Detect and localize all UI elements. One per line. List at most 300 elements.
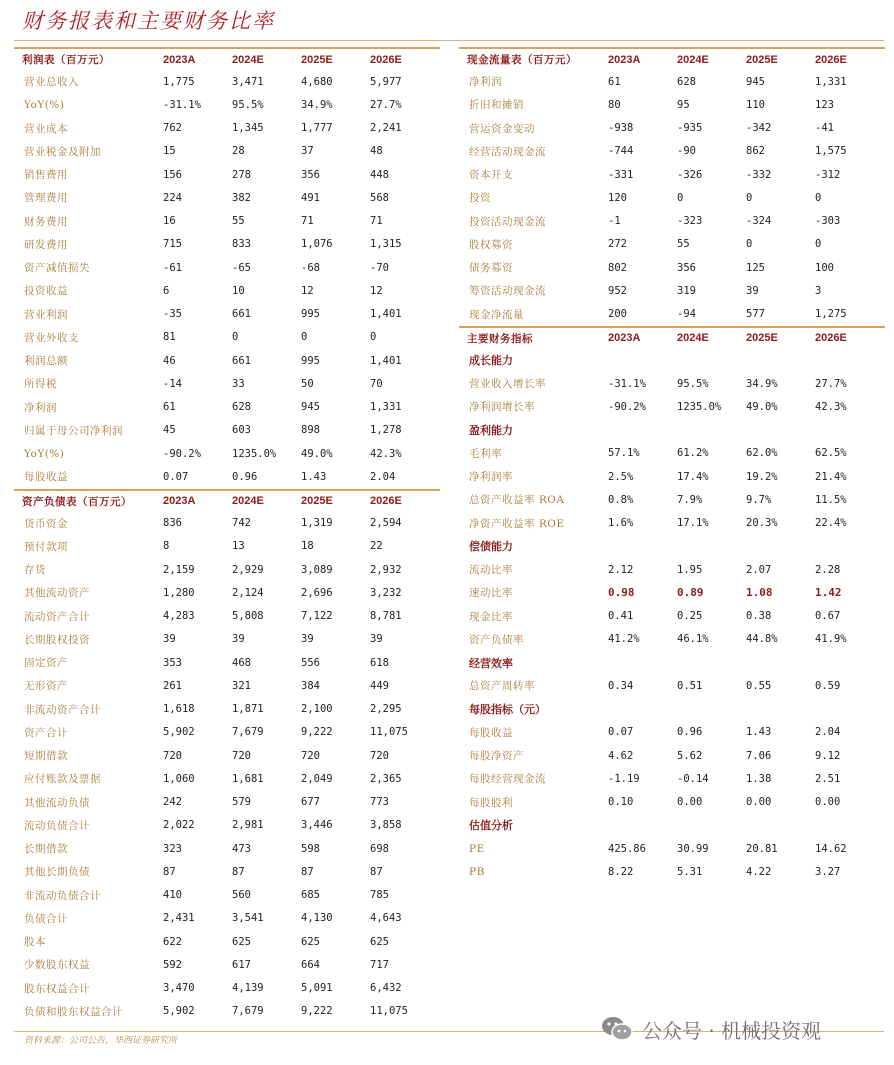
group-title: 成长能力 (469, 354, 513, 368)
row-value: 57.1% (608, 447, 640, 460)
row-value: 3 (815, 284, 822, 297)
ratio-group (459, 442, 885, 535)
row-value: 100 (815, 261, 834, 274)
ratio-group-title (459, 651, 885, 674)
row-label: 毛利率 (469, 447, 502, 460)
row-label: 投资收益 (24, 285, 68, 298)
row-value: 995 (301, 354, 320, 367)
ratio-group (459, 837, 885, 884)
table-row (14, 581, 440, 604)
row-value: -312 (815, 168, 841, 181)
row-value: 625 (370, 935, 389, 948)
row-value: -35 (163, 308, 182, 321)
row-value: 17.1% (677, 517, 709, 530)
row-value: 0 (746, 238, 753, 251)
row-value: 5,977 (370, 75, 402, 88)
row-value: 39 (301, 633, 314, 646)
row-value: 945 (301, 401, 320, 414)
row-value: 598 (301, 842, 320, 855)
row-value: 34.9% (301, 98, 333, 111)
row-label: 所得税 (24, 378, 57, 391)
row-label: 长期借款 (24, 843, 68, 856)
year-header: 2025E (746, 53, 778, 66)
year-header: 2023A (608, 332, 641, 345)
row-value: -70 (370, 261, 389, 274)
row-value: 2,365 (370, 772, 402, 785)
row-value: 720 (301, 749, 320, 762)
row-value: 1.95 (677, 563, 703, 576)
row-value: 1.38 (746, 772, 772, 785)
row-value: -326 (677, 168, 703, 181)
row-value: 2,594 (370, 517, 402, 530)
year-header: 2024E (677, 53, 709, 66)
row-value: 677 (301, 796, 320, 809)
row-label: 投资 (469, 192, 491, 205)
row-value: 323 (163, 842, 182, 855)
row-value: 17.4% (677, 470, 709, 483)
row-value: 3,470 (163, 982, 195, 995)
row-label: 营业外收支 (24, 331, 79, 344)
table-row (459, 117, 885, 140)
table-row (459, 210, 885, 233)
row-value: 27.7% (370, 98, 402, 111)
row-value: 685 (301, 889, 320, 902)
row-value: 1235.0% (677, 400, 722, 413)
row-value: 425.86 (608, 842, 646, 855)
row-label: 总资产周转率 (469, 680, 535, 693)
row-value: 382 (232, 191, 251, 204)
row-label: 负债和股东权益合计 (24, 1005, 123, 1018)
row-value: -61 (163, 261, 182, 274)
table-row (459, 488, 885, 511)
row-value: 661 (232, 354, 251, 367)
row-value: -65 (232, 261, 251, 274)
row-value: 81 (163, 331, 176, 344)
row-value: 579 (232, 796, 251, 809)
watermark (600, 1013, 821, 1045)
table-row (459, 744, 885, 767)
ratio-group (459, 372, 885, 419)
row-label: 流动负债合计 (24, 819, 90, 832)
table-row (14, 651, 440, 674)
row-value: 14.62 (815, 842, 847, 855)
table-row (459, 372, 885, 395)
row-value: -90.2% (163, 447, 201, 460)
row-value: 1.6% (608, 517, 634, 530)
row-value: 87 (301, 865, 314, 878)
row-value: 0.51 (677, 679, 703, 692)
row-value: 18 (301, 540, 314, 553)
row-value: 2,100 (301, 703, 333, 716)
row-label: 经营活动现金流 (469, 145, 546, 158)
row-value: 120 (608, 191, 627, 204)
table-row (459, 256, 885, 279)
row-value: 717 (370, 958, 389, 971)
row-value: 0.25 (677, 610, 703, 623)
row-value: 1,775 (163, 75, 195, 88)
row-label: 资产减值损失 (24, 262, 90, 275)
row-value: 39 (370, 633, 383, 646)
row-label: 净资产收益率 ROE (469, 517, 565, 530)
row-value: 261 (163, 679, 182, 692)
table-row (459, 93, 885, 116)
row-value: 356 (677, 261, 696, 274)
row-value: 41.2% (608, 633, 640, 646)
row-value: -90.2% (608, 400, 646, 413)
row-value: 48 (370, 145, 383, 158)
row-value: 0.00 (746, 796, 772, 809)
row-value: -31.1% (608, 377, 646, 390)
table-row (14, 442, 440, 465)
table-row (14, 884, 440, 907)
row-label: 现金净流量 (469, 308, 524, 321)
row-value: 720 (232, 749, 251, 762)
row-value: 11,075 (370, 726, 408, 739)
row-value: 4,680 (301, 75, 333, 88)
row-value: 1,076 (301, 238, 333, 251)
section-title: 利润表（百万元） (22, 54, 110, 66)
row-value: 698 (370, 842, 389, 855)
table-row (14, 117, 440, 140)
row-value: 468 (232, 656, 251, 669)
row-value: -0.14 (677, 772, 709, 785)
row-value: 1.43 (301, 470, 327, 483)
year-header: 2024E (677, 332, 709, 345)
row-value: -324 (746, 215, 772, 228)
row-value: 1,331 (815, 75, 847, 88)
row-value: 491 (301, 191, 320, 204)
row-value: 95 (677, 98, 690, 111)
row-label: 非流动资产合计 (24, 703, 101, 716)
row-value: 836 (163, 517, 182, 530)
row-value: 22 (370, 540, 383, 553)
table-row (459, 186, 885, 209)
row-value: 7,679 (232, 726, 264, 739)
row-value: 42.3% (815, 400, 847, 413)
row-label: 无形资产 (24, 680, 68, 693)
ratios-table (459, 349, 885, 884)
row-value: 762 (163, 122, 182, 135)
row-value: -935 (677, 122, 703, 135)
row-value: 353 (163, 656, 182, 669)
row-value: 0 (815, 238, 822, 251)
row-label: 净利润 (24, 401, 57, 414)
group-title: 盈利能力 (469, 424, 513, 438)
row-value: 0.8% (608, 493, 634, 506)
group-title: 偿债能力 (469, 540, 513, 554)
row-value: 87 (163, 865, 176, 878)
row-value: 1,575 (815, 145, 847, 158)
row-value: 61.2% (677, 447, 709, 460)
row-label: 速动比率 (469, 587, 513, 600)
row-value: 321 (232, 679, 251, 692)
row-value: 2,932 (370, 563, 402, 576)
row-value: 802 (608, 261, 627, 274)
row-value: 622 (163, 935, 182, 948)
row-value: -1.19 (608, 772, 640, 785)
row-value: 618 (370, 656, 389, 669)
table-row (14, 1000, 440, 1023)
row-value: 2.04 (815, 726, 841, 739)
row-value: 0.55 (746, 679, 772, 692)
table-row (14, 233, 440, 256)
year-header: 2026E (815, 53, 847, 66)
row-label: 负债合计 (24, 912, 68, 925)
row-value: 19.2% (746, 470, 778, 483)
row-value: -1 (608, 215, 621, 228)
row-value: 952 (608, 284, 627, 297)
row-label: YoY(%) (24, 447, 65, 460)
row-value: 356 (301, 168, 320, 181)
row-value: 2,696 (301, 586, 333, 599)
row-value: 3,089 (301, 563, 333, 576)
table-row (459, 512, 885, 535)
row-value: 720 (370, 749, 389, 762)
row-value: 8.22 (608, 865, 634, 878)
group-title: 经营效率 (469, 656, 513, 670)
table-row (14, 256, 440, 279)
row-value: 16 (163, 215, 176, 228)
row-value: 125 (746, 261, 765, 274)
group-title: 估值分析 (469, 819, 513, 833)
balance-sheet-header (14, 489, 440, 512)
table-row (14, 791, 440, 814)
table-row (14, 558, 440, 581)
table-row (14, 372, 440, 395)
row-value: 2.28 (815, 563, 841, 576)
row-label: 资产合计 (24, 726, 68, 739)
table-row (14, 767, 440, 790)
table-row (14, 396, 440, 419)
row-value: 0.00 (815, 796, 841, 809)
row-value: 661 (232, 308, 251, 321)
row-label: 筹资活动现金流 (469, 285, 546, 298)
row-value: 898 (301, 424, 320, 437)
row-value: -342 (746, 122, 772, 135)
row-value: -938 (608, 122, 634, 135)
table-row (14, 512, 440, 535)
row-value: -90 (677, 145, 696, 158)
ratio-group-title (459, 419, 885, 442)
row-value: 5,091 (301, 982, 333, 995)
row-value: 0 (815, 191, 822, 204)
row-label: 营运资金变动 (469, 122, 535, 135)
row-label: 总资产收益率 ROA (469, 494, 565, 507)
row-value: 46 (163, 354, 176, 367)
year-header: 2023A (163, 53, 196, 66)
table-row (459, 674, 885, 697)
row-label: 营业利润 (24, 308, 68, 321)
row-value: 0.59 (815, 679, 841, 692)
row-value: 742 (232, 517, 251, 530)
row-label: 长期股权投资 (24, 633, 90, 646)
row-value: 1.42 (815, 586, 842, 600)
row-value: 39 (163, 633, 176, 646)
row-value: 30.99 (677, 842, 709, 855)
table-row (14, 93, 440, 116)
row-value: 4.22 (746, 865, 772, 878)
row-label: 净利润增长率 (469, 401, 535, 414)
source-note: 资料来源：公司公告，华西证券研究所 (24, 1036, 178, 1046)
row-label: 其他流动资产 (24, 587, 90, 600)
row-label: 存货 (24, 564, 46, 577)
row-label: 固定资产 (24, 657, 68, 670)
row-value: 1,278 (370, 424, 402, 437)
table-row (14, 698, 440, 721)
table-row (14, 721, 440, 744)
table-row (14, 837, 440, 860)
table-row (14, 674, 440, 697)
row-value: 1,060 (163, 772, 195, 785)
table-row (459, 605, 885, 628)
row-label: 净利润 (469, 76, 502, 89)
left-column (14, 47, 440, 1023)
table-row (459, 303, 885, 326)
row-value: 80 (608, 98, 621, 111)
year-header: 2024E (232, 495, 264, 507)
row-label: 其他长期负债 (24, 866, 90, 879)
table-row (14, 907, 440, 930)
year-header: 2026E (370, 495, 402, 507)
row-label: 流动比率 (469, 564, 513, 577)
row-value: 5.31 (677, 865, 703, 878)
row-value: 1,681 (232, 772, 264, 785)
row-value: 12 (301, 284, 314, 297)
row-label: 股东权益合计 (24, 982, 90, 995)
table-row (459, 860, 885, 883)
row-value: 11,075 (370, 1005, 408, 1018)
row-value: 272 (608, 238, 627, 251)
table-row (459, 628, 885, 651)
table-row (14, 349, 440, 372)
row-value: 568 (370, 191, 389, 204)
section-title: 资产负债表（百万元） (22, 495, 132, 508)
row-value: 6 (163, 284, 170, 297)
row-value: 0.10 (608, 796, 634, 809)
row-value: 15 (163, 145, 176, 158)
table-row (459, 233, 885, 256)
table-row (459, 140, 885, 163)
row-value: 1,331 (370, 401, 402, 414)
row-value: 628 (232, 401, 251, 414)
row-value: 37 (301, 145, 314, 158)
table-row (459, 465, 885, 488)
row-value: 55 (232, 215, 245, 228)
row-value: -14 (163, 377, 182, 390)
row-label: 每股净资产 (469, 750, 524, 763)
row-label: 其他流动负债 (24, 796, 90, 809)
row-value: 1,401 (370, 308, 402, 321)
row-value: 70 (370, 377, 383, 390)
table-row (14, 977, 440, 1000)
row-value: 448 (370, 168, 389, 181)
table-row (14, 465, 440, 488)
row-value: 0 (301, 331, 308, 344)
table-row (459, 791, 885, 814)
row-value: 4,139 (232, 982, 264, 995)
balance-sheet-table (14, 512, 440, 1024)
table-row (459, 279, 885, 302)
ratio-group-title (459, 698, 885, 721)
row-value: -332 (746, 168, 772, 181)
table-row (14, 930, 440, 953)
row-value: -323 (677, 215, 703, 228)
row-value: 0.07 (163, 470, 189, 483)
ratio-group (459, 721, 885, 814)
row-value: 224 (163, 191, 182, 204)
row-value: -303 (815, 215, 841, 228)
table-row (459, 395, 885, 418)
row-value: 0 (370, 331, 377, 344)
row-value: 833 (232, 238, 251, 251)
right-column (459, 47, 885, 884)
row-label: 净利润率 (469, 471, 513, 484)
row-value: 2.04 (370, 470, 396, 483)
table-row (14, 186, 440, 209)
year-header: 2025E (301, 53, 333, 66)
row-value: 7,679 (232, 1005, 264, 1018)
row-label: 营业收入增长率 (469, 378, 546, 391)
row-value: -41 (815, 122, 834, 135)
row-value: 33 (232, 377, 245, 390)
group-title: 每股指标（元） (469, 703, 546, 717)
row-value: 1,275 (815, 308, 847, 321)
table-row (14, 326, 440, 349)
row-value: 2,022 (163, 819, 195, 832)
row-label: 折旧和摊销 (469, 99, 524, 112)
row-value: 39 (746, 284, 759, 297)
row-label: PE (469, 842, 485, 855)
row-label: 营业税金及附加 (24, 145, 101, 158)
table-row (459, 837, 885, 860)
row-value: 2.51 (815, 772, 841, 785)
ratio-group-title (459, 814, 885, 837)
row-value: 862 (746, 145, 765, 158)
row-label: 归属于母公司净利润 (24, 424, 123, 437)
row-value: 49.0% (301, 447, 333, 460)
row-value: 4,643 (370, 912, 402, 925)
row-value: -331 (608, 168, 634, 181)
row-label: 流动资产合计 (24, 610, 90, 623)
row-label: 现金比率 (469, 610, 513, 623)
row-value: 0.89 (677, 586, 704, 600)
row-label: 每股经营现金流 (469, 773, 546, 786)
table-row (14, 163, 440, 186)
row-value: 3,541 (232, 912, 264, 925)
table-row (14, 279, 440, 302)
row-label: 股本 (24, 936, 46, 949)
row-value: 1,401 (370, 354, 402, 367)
row-value: -94 (677, 308, 696, 321)
row-value: 2,981 (232, 819, 264, 832)
row-value: 5.62 (677, 749, 703, 762)
year-header: 2023A (163, 495, 196, 507)
ratio-group-title (459, 349, 885, 372)
row-value: 9,222 (301, 1005, 333, 1018)
section-title: 现金流量表（百万元） (467, 54, 577, 66)
row-value: 27.7% (815, 377, 847, 390)
row-value: 785 (370, 889, 389, 902)
year-header: 2026E (815, 332, 847, 345)
row-label: 营业总收入 (24, 76, 79, 89)
table-row (14, 210, 440, 233)
row-value: 4.62 (608, 749, 634, 762)
ratio-group (459, 674, 885, 697)
row-value: 628 (677, 75, 696, 88)
row-label: 货币资金 (24, 517, 68, 530)
row-label: 每股股利 (469, 796, 513, 809)
row-value: 1,871 (232, 703, 264, 716)
